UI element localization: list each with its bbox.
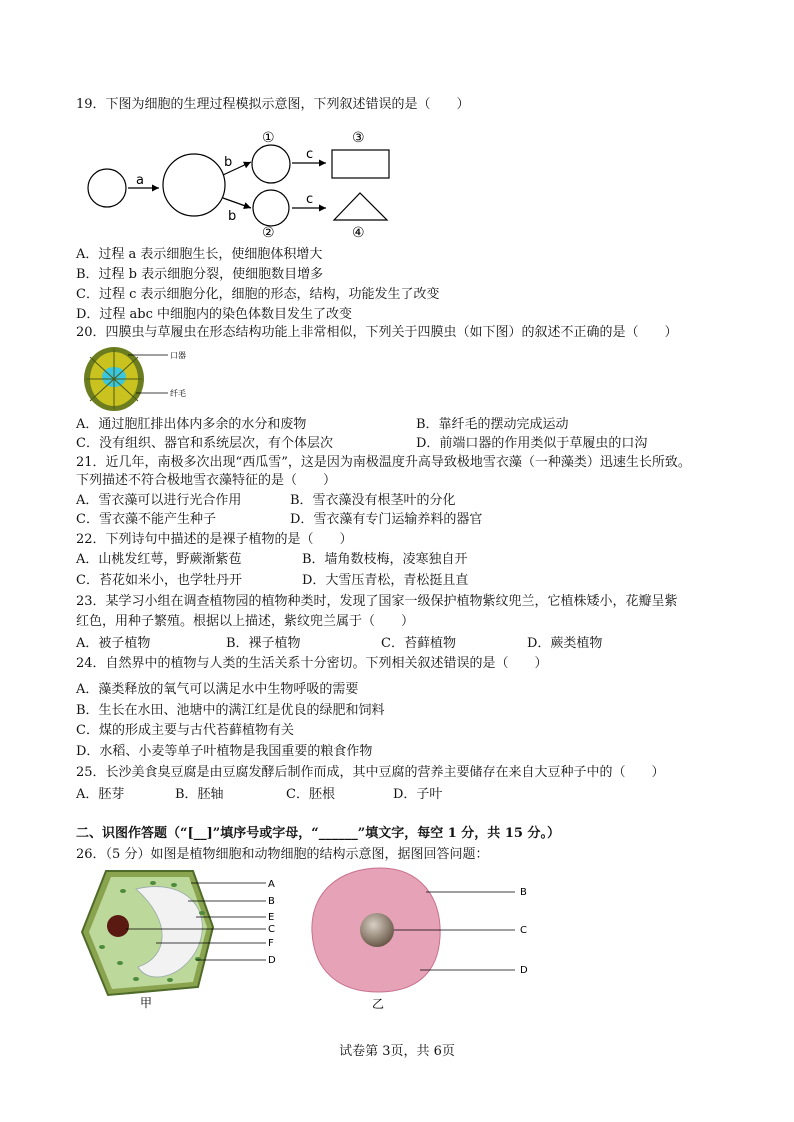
- label-mouth: 口器: [170, 351, 186, 360]
- q24-option-a: A．藻类释放的氧气可以满足水中生物呼吸的需要: [76, 682, 359, 697]
- q22-option-c: C．苔花如米小，也学牡丹开: [76, 573, 242, 588]
- q23-stem-line1: 23．某学习小组在调查植物园的植物种类时，发现了国家一级保护植物紫纹兜兰，它植株矮小，花瓣呈紫: [76, 594, 678, 609]
- label-n1: ①: [262, 130, 275, 146]
- q25-option-c: C．胚根: [286, 787, 335, 802]
- q22-stem: 22．下列诗句中描述的是裸子植物的是（ ）: [76, 532, 353, 547]
- q23-stem-line2: 红色，用种子繁殖。根据以上描述，紫纹兜兰属于（ ）: [76, 614, 415, 629]
- q26-stem: 26．（5 分）如图是植物细胞和动物细胞的结构示意图，据图回答问题：: [76, 847, 489, 862]
- q20-option-b: B．靠纤毛的摆动完成运动: [416, 417, 569, 432]
- q25-option-d: D．子叶: [393, 787, 443, 802]
- q19-option-d: D．过程 abc 中细胞内的染色体数目发生了改变: [76, 307, 353, 322]
- label-c-lower: c: [306, 192, 314, 207]
- q19-option-b: B．过程 b 表示细胞分裂，使细胞数目增多: [76, 267, 324, 282]
- cell-1-circle: [252, 145, 290, 183]
- q21-option-a: A．雪衣藻可以进行光合作用: [76, 493, 242, 508]
- q21-option-d: D．雪衣藻有专门运输养料的器官: [290, 512, 483, 527]
- label-n2: ②: [262, 225, 275, 240]
- animal-label-d: D: [520, 965, 528, 976]
- animal-label-c: C: [520, 925, 527, 936]
- q19-stem: 19．下图为细胞的生理过程模拟示意图，下列叙述错误的是（ ）: [76, 97, 470, 112]
- cell-2-circle: [253, 190, 289, 226]
- label-b-lower: b: [228, 209, 237, 224]
- label-n4: ④: [352, 225, 365, 240]
- q20-stem: 20．四膜虫与草履虫在形态结构功能上非常相似，下列关于四膜虫（如下图）的叙述不正确的是（ ）: [76, 325, 678, 340]
- label-n3: ③: [352, 130, 365, 146]
- q24-option-b: B．生长在水田、池塘中的满江红是优良的绿肥和饲料: [76, 703, 385, 718]
- q25-option-b: B．胚轴: [175, 787, 224, 802]
- q23-option-c: C．苔藓植物: [381, 636, 456, 651]
- q21-option-c: C．雪衣藻不能产生种子: [76, 512, 216, 527]
- q24-option-c: C．煤的形成主要与古代苔藓植物有关: [76, 723, 294, 738]
- q25-stem: 25．长沙美食臭豆腐是由豆腐发酵后制作而成，其中豆腐的营养主要储存在来自大豆种子中的（ ）: [76, 765, 665, 780]
- q21-stem-line2: 下列描述不符合极地雪衣藻特征的是（ ）: [76, 473, 337, 488]
- animal-caption: 乙: [372, 997, 385, 1011]
- q19-diagram: [86, 130, 406, 240]
- shape-4-triangle: [334, 193, 387, 220]
- plant-label-e: E: [268, 912, 275, 923]
- q22-option-b: B．墙角数枝梅，凌寒独自开: [302, 552, 468, 567]
- shape-3-rectangle: [332, 150, 389, 178]
- q19-option-c: C．过程 c 表示细胞分化，细胞的形态，结构，功能发生了改变: [76, 287, 440, 302]
- q20-option-d: D．前端口器的作用类似于草履虫的口沟: [416, 436, 648, 451]
- q20-option-c: C．没有组织、器官和系统层次，有个体层次: [76, 436, 333, 451]
- q24-stem: 24．自然界中的植物与人类的生活关系十分密切。下列相关叙述错误的是（ ）: [76, 656, 548, 671]
- plant-label-c: C: [268, 924, 275, 935]
- plant-label-a: A: [268, 879, 275, 890]
- animal-cell-figure: [300, 862, 550, 1012]
- plant-label-b: B: [268, 896, 275, 907]
- q23-option-b: B．裸子植物: [226, 636, 301, 651]
- section-2-heading: 二、识图作答题（“[__]”填序号或字母，“______”填文字，每空 1 分，共 15 分。）: [76, 826, 560, 841]
- plant-label-d: D: [268, 955, 276, 966]
- q20-option-a: A．通过胞肛排出体内多余的水分和废物: [76, 417, 307, 432]
- label-c-upper: c: [306, 147, 314, 162]
- q19-option-a: A．过程 a 表示细胞生长，使细胞体积增大: [76, 247, 323, 262]
- label-cilia: 纤毛: [170, 389, 186, 398]
- animal-label-b: B: [520, 887, 527, 898]
- q23-option-d: D．蕨类植物: [527, 636, 603, 651]
- label-a: a: [136, 173, 144, 188]
- plant-caption: 甲: [140, 996, 153, 1010]
- q22-option-a: A．山桃发红萼，野蕨渐紫苞: [76, 552, 242, 567]
- q21-stem-line1: 21．近几年，南极多次出现“西瓜雪”，这是因为南极温度升高导致极地雪衣藻（一种藻类）迅速生长所致。: [76, 455, 691, 470]
- plant-cell-figure: [78, 867, 298, 1012]
- cell-large-circle: [163, 154, 225, 216]
- q25-option-a: A．胚芽: [76, 787, 125, 802]
- q22-option-d: D．大雪压青松，青松挺且直: [302, 573, 469, 588]
- q24-option-d: D．水稻、小麦等单子叶植物是我国重要的粮食作物: [76, 744, 373, 759]
- cell-small-circle: [88, 169, 126, 207]
- page-footer: 试卷第 3页，共 6页: [339, 1044, 455, 1059]
- q23-option-a: A．被子植物: [76, 636, 151, 651]
- q21-option-b: B．雪衣藻没有根茎叶的分化: [290, 493, 456, 508]
- plant-label-f: F: [268, 938, 274, 949]
- label-b-upper: b: [224, 155, 233, 170]
- tetrahymena-figure: [80, 345, 230, 413]
